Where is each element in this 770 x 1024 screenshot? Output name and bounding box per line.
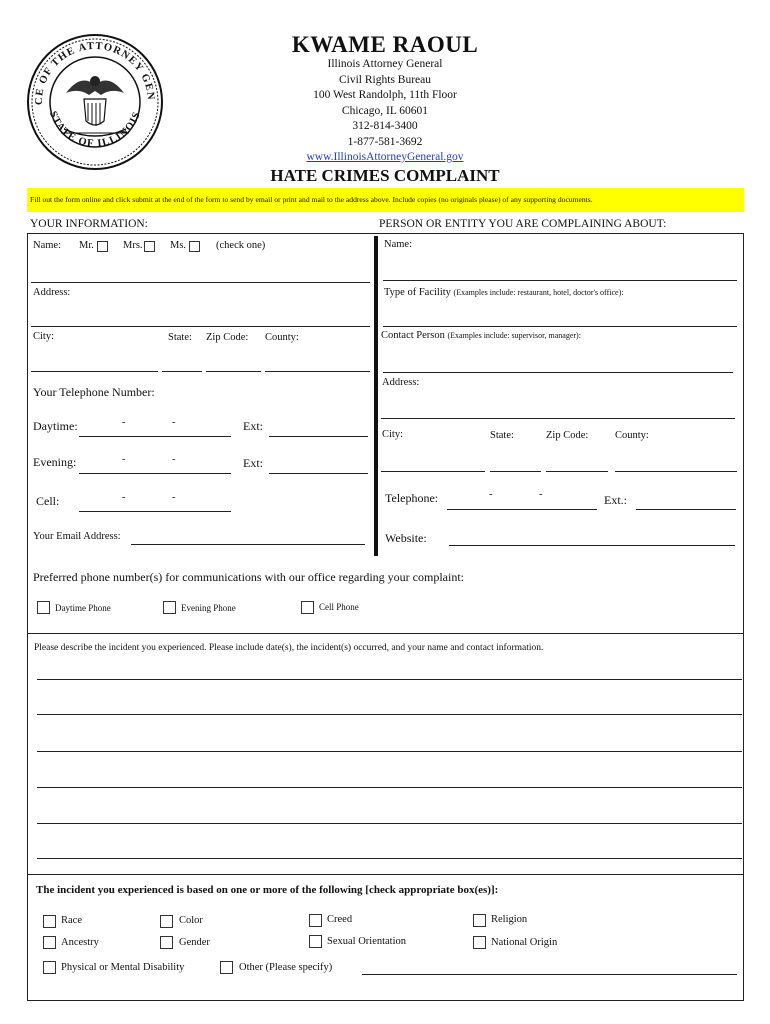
creed-label: Creed bbox=[327, 914, 353, 925]
sexual-orientation-label: Sexual Orientation bbox=[327, 936, 407, 947]
entity-name-field[interactable] bbox=[383, 280, 737, 281]
your-state-field[interactable] bbox=[162, 371, 202, 372]
other-label: Other (Please specify) bbox=[239, 962, 333, 973]
cell-label: Cell: bbox=[36, 494, 60, 508]
basis-heading: The incident you experienced is based on one or more of the following [check appropriate box(es)]: bbox=[36, 884, 499, 896]
facility-label-text: Type of Facility bbox=[384, 287, 451, 298]
mrs-label: Mrs. bbox=[123, 240, 143, 251]
evening-dash-2: - bbox=[172, 454, 176, 465]
office-line: 1-877-581-3692 bbox=[347, 135, 423, 148]
race-checkbox[interactable] bbox=[43, 915, 56, 928]
evening-phone-field[interactable] bbox=[79, 473, 231, 474]
daytime-phone-field[interactable] bbox=[79, 436, 231, 437]
national-origin-checkbox[interactable] bbox=[473, 936, 486, 949]
color-label: Color bbox=[179, 915, 203, 926]
religion-label: Religion bbox=[491, 914, 528, 925]
cell-phone-field[interactable] bbox=[79, 511, 231, 512]
cell-dash-2: - bbox=[172, 492, 176, 503]
ms-checkbox[interactable] bbox=[189, 241, 200, 252]
mrs-checkbox[interactable] bbox=[144, 241, 155, 252]
svg-text:STATE OF ILLINOIS: STATE OF ILLINOIS bbox=[46, 109, 144, 150]
cell-phone-option: Cell Phone bbox=[319, 602, 359, 612]
daytime-phone-checkbox[interactable] bbox=[37, 601, 50, 614]
daytime-dash-2: - bbox=[172, 417, 176, 428]
email-label: Your Email Address: bbox=[33, 531, 121, 542]
instructions-banner: Fill out the form online and click submit at the end of the form to send by email or print and mail to the address above. Include copies (no originals please) of any supporting documents. bbox=[27, 188, 744, 212]
description-line-2[interactable] bbox=[37, 714, 742, 715]
office-line: 312-814-3400 bbox=[352, 120, 418, 132]
entity-phone-dash-1: - bbox=[489, 489, 493, 500]
entity-county-field[interactable] bbox=[615, 471, 737, 472]
svg-text:OFFICE OF THE ATTORNEY GENERAL: CE OF THE ATTORNEY GEN bbox=[33, 40, 157, 106]
evening-phone-option: Evening Phone bbox=[181, 603, 236, 613]
daytime-ext-field[interactable] bbox=[269, 436, 368, 437]
office-line: Civil Rights Bureau bbox=[339, 73, 431, 86]
description-line-3[interactable] bbox=[37, 751, 742, 752]
entity-address-label: Address: bbox=[382, 377, 420, 388]
national-origin-label: National Origin bbox=[491, 937, 558, 948]
your-city-label: City: bbox=[33, 331, 55, 342]
office-line: Illinois Attorney General bbox=[327, 58, 443, 70]
description-line-5[interactable] bbox=[37, 823, 742, 824]
other-checkbox[interactable] bbox=[220, 961, 233, 974]
cell-phone-checkbox[interactable] bbox=[301, 601, 314, 614]
your-city-field[interactable] bbox=[31, 371, 158, 372]
ms-label: Ms. bbox=[170, 240, 187, 251]
entity-name-label: Name: bbox=[384, 239, 412, 250]
your-state-label: State: bbox=[168, 332, 192, 343]
office-line: Chicago, IL 60601 bbox=[341, 104, 429, 117]
entity-ext-label: Ext.: bbox=[604, 493, 627, 507]
cell-dash-1: - bbox=[122, 492, 126, 503]
daytime-dash-1: - bbox=[122, 417, 126, 428]
disability-checkbox[interactable] bbox=[43, 961, 56, 974]
mr-checkbox[interactable] bbox=[97, 241, 108, 252]
your-address-field[interactable] bbox=[31, 326, 370, 327]
telephone-heading: Your Telephone Number: bbox=[33, 385, 155, 399]
illinois-attorney-general-seal bbox=[26, 33, 164, 171]
complaint-target-heading: PERSON OR ENTITY YOU ARE COMPLAINING ABOUT: bbox=[379, 218, 667, 230]
attorney-general-name: KWAME RAOUL bbox=[291, 32, 479, 57]
contact-person-text: Contact Person bbox=[381, 330, 445, 341]
entity-telephone-field[interactable] bbox=[447, 509, 597, 510]
entity-state-field[interactable] bbox=[490, 471, 541, 472]
evening-ext-field[interactable] bbox=[269, 473, 368, 474]
ancestry-checkbox[interactable] bbox=[43, 936, 56, 949]
description-line-6[interactable] bbox=[37, 858, 742, 859]
sexual-orientation-checkbox[interactable] bbox=[309, 935, 322, 948]
evening-ext-label: Ext: bbox=[243, 456, 263, 470]
evening-dash-1: - bbox=[122, 454, 126, 465]
entity-zip-label: Zip Code: bbox=[546, 430, 589, 441]
creed-checkbox[interactable] bbox=[309, 914, 322, 927]
gender-label: Gender bbox=[179, 937, 210, 948]
facility-field[interactable] bbox=[383, 326, 737, 327]
your-address-label: Address: bbox=[33, 287, 71, 298]
entity-address-field[interactable] bbox=[381, 418, 735, 419]
entity-city-field[interactable] bbox=[381, 471, 485, 472]
daytime-label: Daytime: bbox=[33, 419, 78, 433]
check-one-hint: (check one) bbox=[216, 240, 266, 251]
your-name-field[interactable] bbox=[31, 282, 370, 283]
race-label: Race bbox=[61, 915, 82, 926]
entity-city-label: City: bbox=[382, 429, 404, 440]
form-title: HATE CRIMES COMPLAINT bbox=[270, 166, 500, 185]
your-name-label: Name: bbox=[33, 240, 61, 251]
other-specify-field[interactable] bbox=[362, 974, 737, 975]
evening-label: Evening: bbox=[33, 455, 77, 469]
description-line-1[interactable] bbox=[37, 679, 742, 680]
your-zip-field[interactable] bbox=[206, 371, 261, 372]
entity-ext-field[interactable] bbox=[636, 509, 736, 510]
website-link[interactable]: www.IllinoisAttorneyGeneral.gov bbox=[306, 151, 464, 163]
disability-label: Physical or Mental Disability bbox=[61, 962, 185, 973]
entity-state-label: State: bbox=[490, 430, 514, 441]
gender-checkbox[interactable] bbox=[160, 936, 173, 949]
entity-zip-field[interactable] bbox=[546, 471, 608, 472]
your-zip-label: Zip Code: bbox=[206, 332, 249, 343]
your-county-field[interactable] bbox=[265, 371, 370, 372]
entity-phone-dash-2: - bbox=[539, 489, 543, 500]
your-county-label: County: bbox=[265, 332, 299, 343]
your-information-heading: YOUR INFORMATION: bbox=[30, 218, 148, 230]
daytime-ext-label: Ext: bbox=[243, 419, 263, 433]
office-line: 100 West Randolph, 11th Floor bbox=[313, 89, 457, 101]
facility-label bbox=[384, 287, 623, 298]
contact-person-field[interactable] bbox=[383, 372, 733, 373]
office-address-block bbox=[215, 57, 555, 166]
ancestry-label: Ancestry bbox=[61, 937, 99, 948]
mr-label: Mr. bbox=[79, 240, 94, 251]
evening-phone-checkbox[interactable] bbox=[163, 601, 176, 614]
daytime-phone-option: Daytime Phone bbox=[55, 603, 111, 613]
religion-checkbox[interactable] bbox=[473, 914, 486, 927]
color-checkbox[interactable] bbox=[160, 915, 173, 928]
entity-website-label: Website: bbox=[385, 531, 427, 545]
entity-county-label: County: bbox=[615, 430, 649, 441]
contact-person-label bbox=[381, 330, 581, 341]
contact-person-examples: (Examples include: supervisor, manager): bbox=[447, 331, 581, 340]
entity-website-field[interactable] bbox=[449, 545, 735, 546]
description-line-4[interactable] bbox=[37, 787, 742, 788]
entity-telephone-label: Telephone: bbox=[385, 491, 439, 505]
describe-incident-prompt: Please describe the incident you experienced. Please include date(s), the incident(s) occurred, and your name and contact information. bbox=[34, 643, 544, 653]
email-field[interactable] bbox=[131, 544, 365, 545]
preferred-phone-question: Preferred phone number(s) for communications with our office regarding your complaint: bbox=[33, 570, 464, 584]
facility-examples: (Examples include: restaurant, hotel, doctor's office): bbox=[453, 288, 624, 297]
